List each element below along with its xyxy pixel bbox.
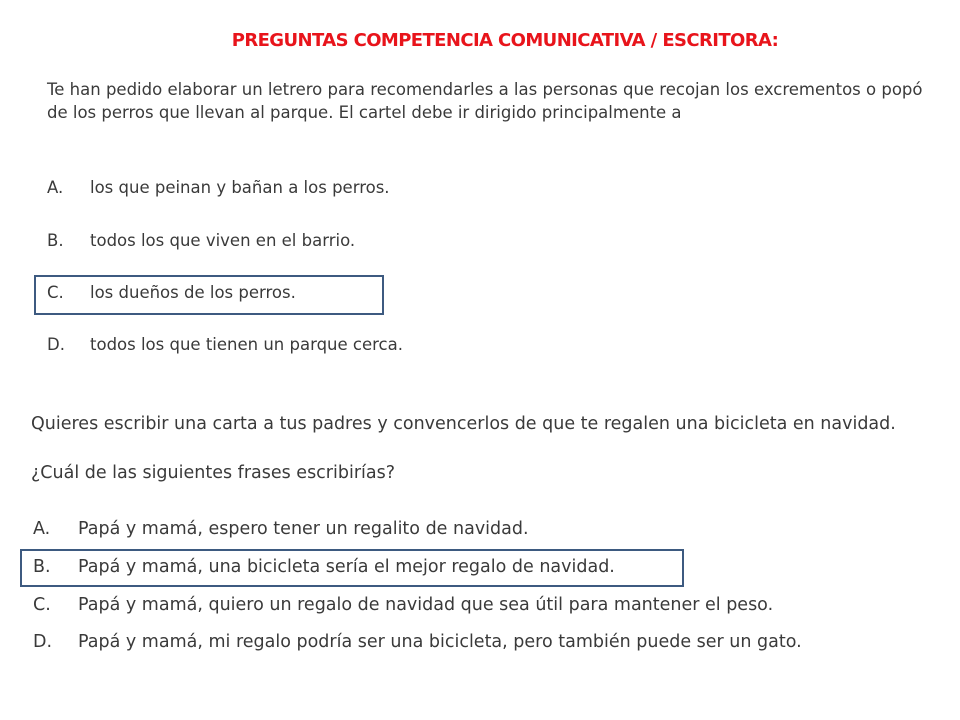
- page-title: PREGUNTAS COMPETENCIA COMUNICATIVA / ESCRITORA:: [231, 30, 779, 51]
- option-letter: B.: [47, 231, 64, 250]
- option-text: todos los que tienen un parque cerca.: [90, 335, 403, 354]
- option-text: Papá y mamá, mi regalo podría ser una bicicleta, pero también puede ser un gato.: [78, 632, 802, 652]
- option-text: los dueños de los perros.: [90, 283, 296, 302]
- question-2-stem: Quieres escribir una carta a tus padres y convencerlos de que te regalen una bicicleta en navidad.: [31, 414, 896, 434]
- option-text: Papá y mamá, quiero un regalo de navidad que sea útil para mantener el peso.: [78, 595, 774, 615]
- question-2-prompt: ¿Cuál de las siguientes frases escribirías?: [31, 463, 396, 483]
- option-text: Papá y mamá, una bicicleta sería el mejor regalo de navidad.: [78, 557, 615, 577]
- option-letter: A.: [33, 519, 51, 539]
- answer-highlight-box: [20, 549, 684, 587]
- option-text: Papá y mamá, espero tener un regalito de navidad.: [78, 519, 529, 539]
- option-letter: D.: [47, 335, 65, 354]
- option-letter: D.: [33, 632, 53, 652]
- option-letter: A.: [47, 178, 64, 197]
- answer-highlight-box: [34, 275, 384, 315]
- option-letter: C.: [47, 283, 64, 302]
- option-text: los que peinan y bañan a los perros.: [90, 178, 390, 197]
- question-1-stem: Te han pedido elaborar un letrero para recomendarles a las personas que recojan los excrementos o popó de los perros que llevan al parque. El cartel debe ir dirigido principalmente a: [47, 80, 923, 122]
- option-letter: C.: [33, 595, 51, 615]
- option-text: todos los que viven en el barrio.: [90, 231, 356, 250]
- option-letter: B.: [33, 557, 51, 577]
